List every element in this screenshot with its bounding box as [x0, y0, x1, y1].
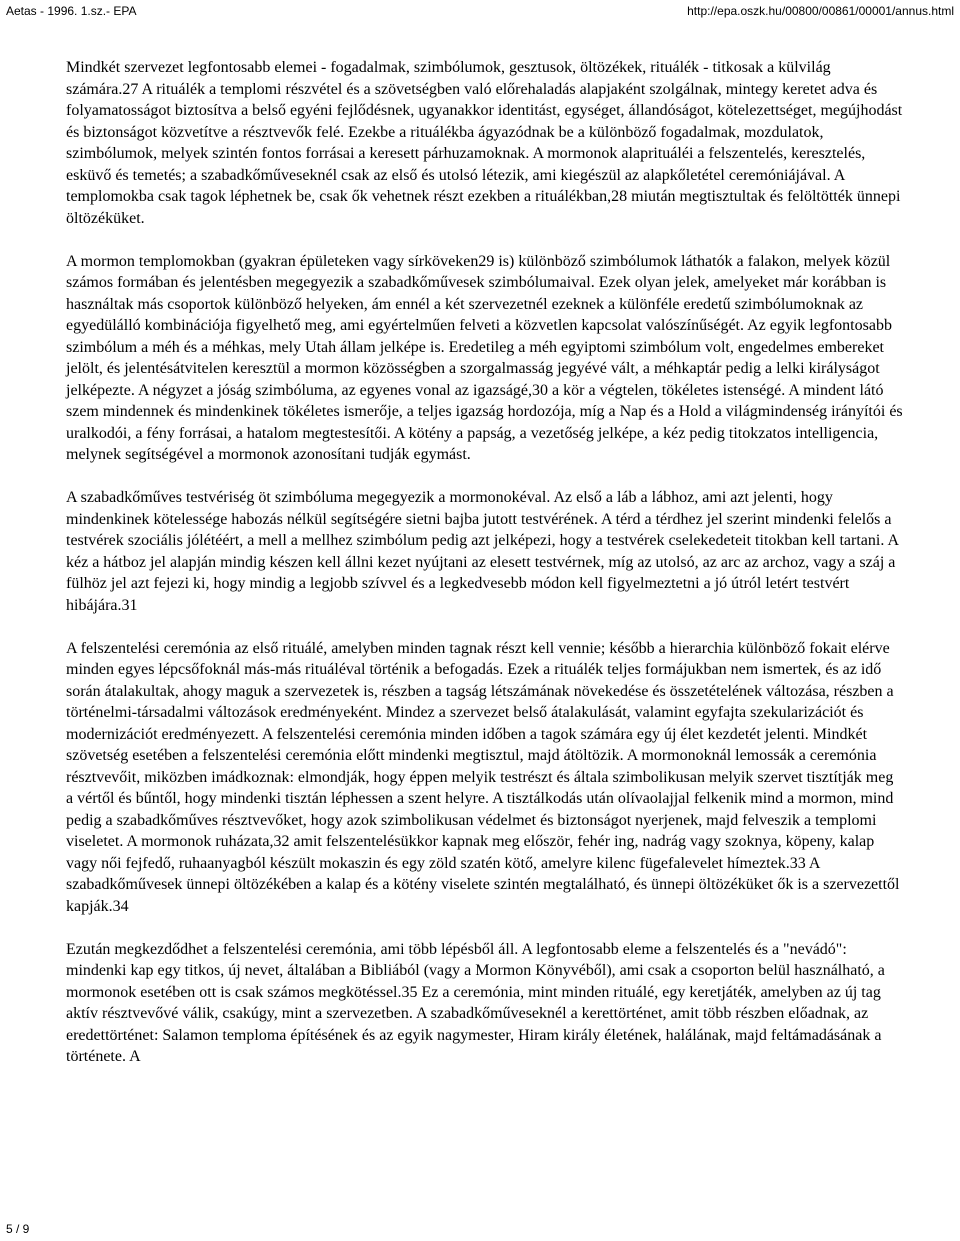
header-url: http://epa.oszk.hu/00800/00861/00001/annus.html: [687, 4, 954, 18]
paragraph-ceremony: Ezután megkezdődhet a felszentelési ceremónia, ami több lépésből áll. A legfontosabb eleme a felszentelés és a "nevádó": mindenki kap egy titkos, új nevet, általában a Bibliából (vagy a Mormon Könyvéből), ami csak a csoporton belül használható, a mormonok esetében ott is csak számos megkötéssel.35 Ez a ceremónia, mint minden rituálé, egy keretjáték, amelyben az új tag aktív résztvevővé válik, csakúgy, mint a szervezetben. A szabadkőműveseknél a kerettörténet, amit több részben előadnak, az eredettörténet: Salamon temploma építésének és az egyik nagymester, Hiram király életének, halálának, majd feltámadásának a története. A: [66, 940, 885, 1065]
header-source-title: Aetas - 1996. 1.sz.- EPA: [6, 4, 137, 18]
paragraph-rituals: Mindkét szervezet legfontosabb elemei - fogadalmak, szimbólumok, gesztusok, öltözékek, rituálék - titkosak a külvilág számára.27 A rituálék a templomi részvétel és a szövetségben való előrehaladás alapjaként szolgálnak, mintegy keretet adva és folyamatosságot biztosítva a belső egyéni fejlődésnek, ugyanakkor identitást, egységet, állandóságot, kötelezettséget, megújhodást és biztonságot közvetítve a résztvevők felé. Ezekbe a rituálékba ágyazódnak be a különböző fogadalmak, mozdulatok, szimbólumok, melyek szintén fontos forrásai a keresett párhuzamoknak. A mormonok alaprituáléi a felszentelés, keresztelés, esküvő és temetés; a szabadkőműveseknél csak az első és utolsó létezik, ami kiegészül az alapkőletétel ceremóniájával. A templomokba csak tagok léphetnek be, csak ők vehetnek részt ezekben a rituálékban,28 miután megtisztultak és felöltötték ünnepi öltözéküket.: [66, 59, 903, 227]
paragraph-five-points: A szabadkőműves testvériség öt szimbóluma megegyezik a mormonokéval. Az első a láb a lábhoz, ami azt jelenti, hogy mindenkinek kötelessége habozás nélkül segítségére sietni bajba jutott testvérének. A térd a térdhez jel szerint mindenki felelős a testvérek szociális jólétéért, a mell a mellhez szimbólum pedig azt jelképezi, hogy a testvérek cselekedeteit titokban kell tartani. A kéz a hátboz jel alapján mindig készen kell állni kezet nyújtani az elesett testvérnek, míg az utolsó, az arc az archoz, vagy a száj a fülhöz jel azt fejezi ki, hogy mindig a legjobb szívvel és a legkedvesebb módon kell figyelmeztetni a jó útról letért testvért hibájára.31: [66, 489, 899, 614]
page-indicator: 5 / 9: [6, 1222, 30, 1236]
paragraph-initiation: A felszentelési ceremónia az első rituálé, amelyben minden tagnak részt kell vennie; később a hierarchia különböző fokait elérve minden egyes lépcsőfoknál más-más rituáléval történik a befogadás. Ezek a rituálék teljes formájukban nem ismertek, és az idő során átalakultak, ahogy maguk a szervezetek is, részben a tagság létszámának növekedése és összetételének változása, részben a történelmi-társadalmi változások eredményeként. Mindez a szervezet belső átalakulását, valamint egyfajta szekularizációt és modernizációt eredményezett. A felszentelési ceremónia minden időben a tagok számára egy új élet kezdetét jelenti. Mindkét szövetség esetében a felszentelési ceremónia előtt mindenki megtisztul, majd átöltözik. A mormonoknál lemossák a ceremónia résztvevőit, miközben imádkoznak: elmondják, hogy éppen melyik testrészt és általa szimbolikusan melyik szervet tisztítják meg a vértől és bűntől, hogy mindenki tisztán léphessen a szent helyre. A tisztálkodás után olívaolajjal felkenik mind a mormon, mind pedig a szabadkőműves résztvevőket, hogy azok szimbolikusan védelmet és biztonságot nyerjenek, majd felveszik a templomi viseletet. A mormonok ruházata,32 amit felszentelésükkor kapnak meg először, fehér ing, nadrág vagy szoknya, köpeny, kalap vagy női fejfedő, ruhaanyagból készült mokaszin és egy zöld szatén kötő, amelyre kilenc fügefalevelet hímeztek.33 A szabadkőművesek ünnepi öltözékében a kalap és a kötény viselete szintén megtalálható, és ünnepi öltözéküket ők is a szervezettől kapják.34: [66, 639, 900, 915]
paragraph-symbols: A mormon templomokban (gyakran épületeken vagy sírköveken29 is) különböző szimbólumok láthatók a falakon, melyek közül számos formában és jelentésben megegyezik a szabadkőművesek szimbólumaival. Ezek olyan jelek, amelyeket már korábban is használtak más csoportok különböző helyeken, ám ennél a két szervezetnél ezeknek a különféle eredetű szimbólumoknak az egyedülálló kombinációja figyelhető meg, ami egyértelműen felveti a közvetlen kapcsolat valószínűségét. Az egyik legfontosabb szimbólum a méh és a méhkas, mely Utah állam jelképe is. Eredetileg a méh egyiptomi szimbólum volt, engedelmes embereket jelölt, és jelentésátvitelen keresztül a mormon közösségben a szorgalmasság jegyévé vált, a méhkaptár pedig a lelki királyságot jelképezte. A négyzet a jóság szimbóluma, az egyenes vonal az igazságé,30 a kör a végtelen, tökéletes istenségé. A mindent látó szem mindennek és mindenkinek tökéletes ismerője, a teljes igazság hordozója, míg a Nap és a Hold a világmindenség irányítói és uralkodói, a fény forrásai, a hatalom megtestesítői. A kötény a papság, a vezetőség jelképe, a kéz pedig titokzatos intelligencia, melynek segítségével a mormonok azonosítani tudják egymást.: [66, 252, 903, 463]
document-body: [66, 57, 904, 1089]
